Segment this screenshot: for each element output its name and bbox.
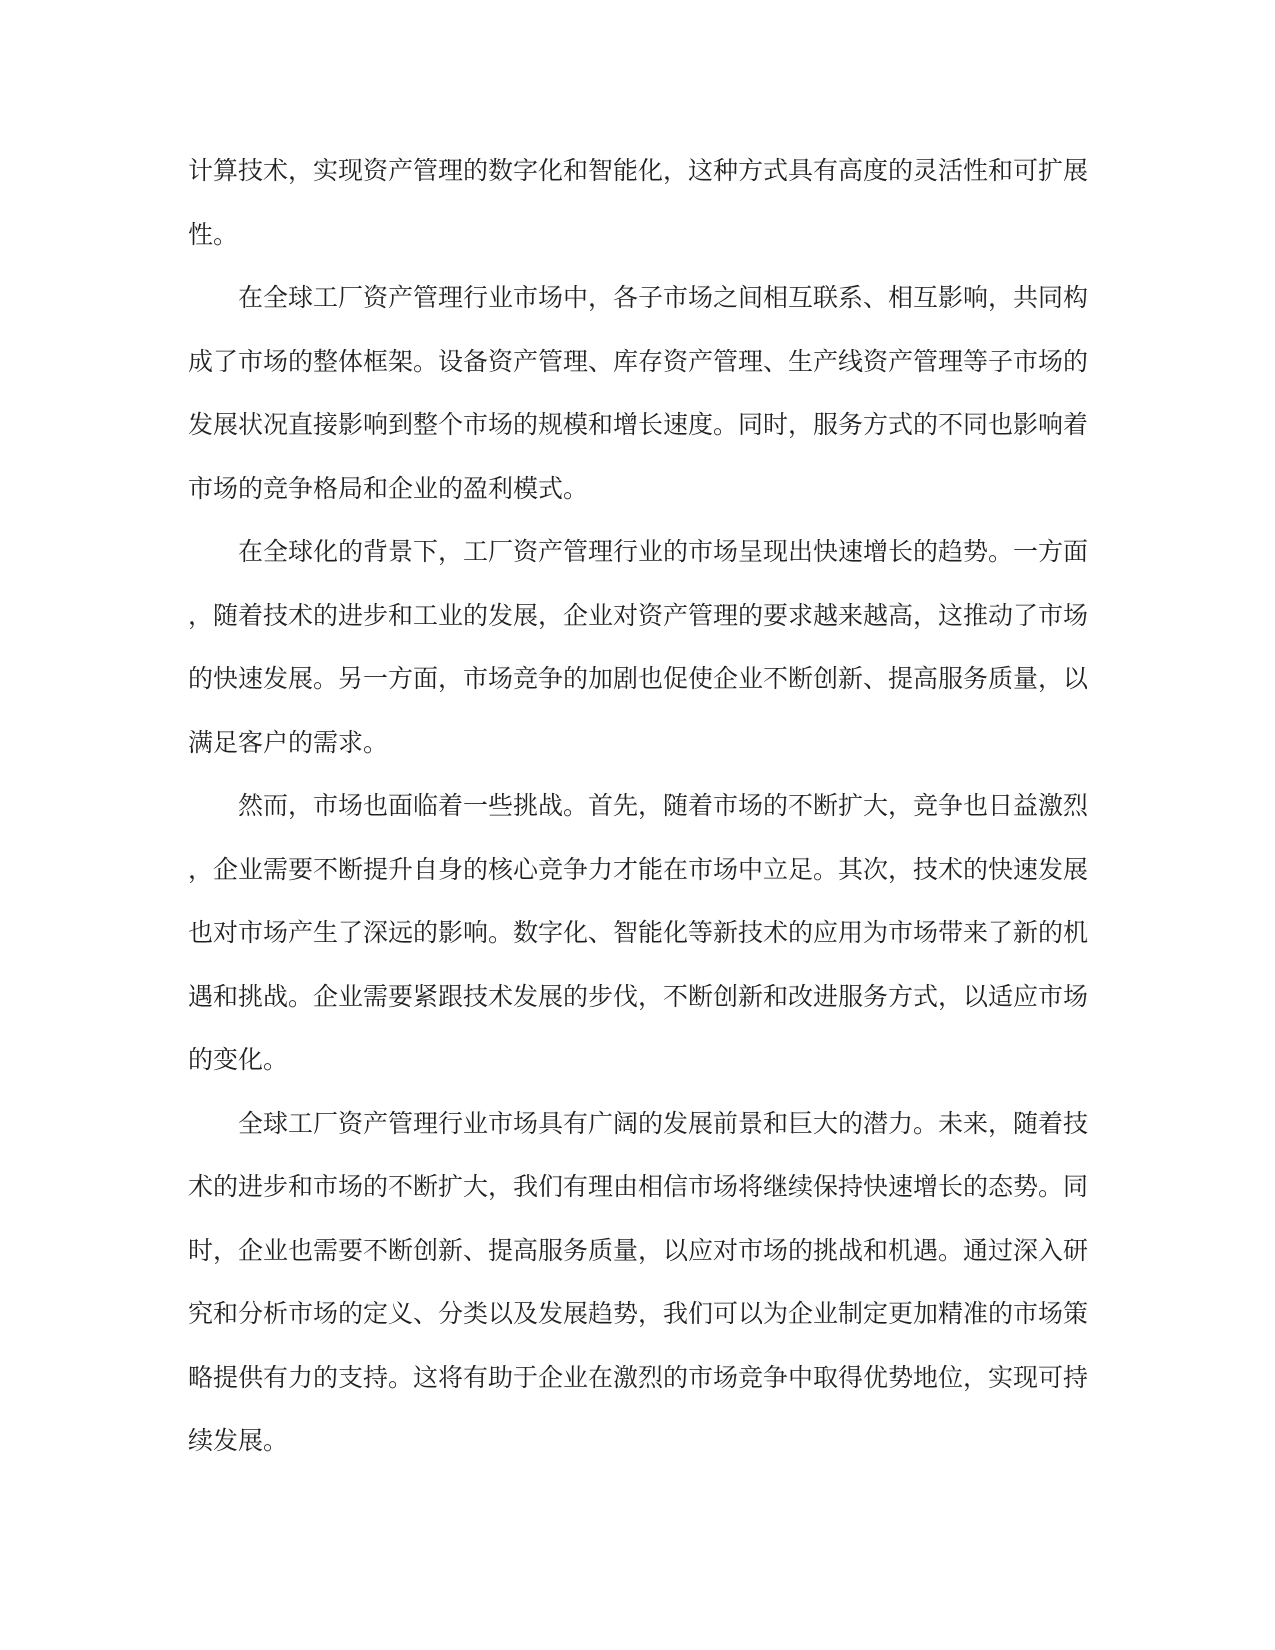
text-line: 性。 <box>188 220 239 249</box>
text-line: 遇和挑战。企业需要紧跟技术发展的步伐，不断创新和改进服务方式，以适应市场 <box>188 982 1089 1011</box>
document-body <box>188 140 1088 1474</box>
text-line: 在全球工厂资产管理行业市场中，各子市场之间相互联系、相互影响，共同构 <box>238 284 1089 312</box>
text-line: 在全球化的背景下，工厂资产管理行业的市场呈现出快速增长的趋势。一方面 <box>238 538 1089 566</box>
text-line: 计算技术，实现资产管理的数字化和智能化，这种方式具有高度的灵活性和可扩展 <box>188 157 1089 185</box>
text-line: 发展状况直接影响到整个市场的规模和增长速度。同时，服务方式的不同也影响着 <box>188 411 1089 439</box>
text-line: 时，企业也需要不断创新、提高服务质量，以应对市场的挑战和机遇。通过深入研 <box>188 1236 1089 1265</box>
text-line: 成了市场的整体框架。设备资产管理、库存资产管理、生产线资产管理等子市场的 <box>188 347 1089 376</box>
text-line: 满足客户的需求。 <box>188 728 389 757</box>
text-line: 续发展。 <box>188 1427 289 1455</box>
text-line: 市场的竞争格局和企业的盈利模式。 <box>188 474 589 503</box>
text-line: ，企业需要不断提升自身的核心竞争力才能在市场中立足。其次，技术的快速发展 <box>188 855 1089 884</box>
text-line: 的快速发展。另一方面，市场竞争的加剧也促使企业不断创新、提高服务质量，以 <box>188 665 1089 693</box>
text-line: 全球工厂资产管理行业市场具有广阔的发展前景和巨大的潜力。未来，随着技 <box>238 1109 1089 1138</box>
text-line: 究和分析市场的定义、分类以及发展趋势，我们可以为企业制定更加精准的市场策 <box>188 1300 1089 1328</box>
text-line: 也对市场产生了深远的影响。数字化、智能化等新技术的应用为市场带来了新的机 <box>188 919 1089 947</box>
text-line: 略提供有力的支持。这将有助于企业在激烈的市场竞争中取得优势地位，实现可持 <box>188 1363 1089 1392</box>
text-line: 的变化。 <box>188 1046 289 1074</box>
text-line: 然而，市场也面临着一些挑战。首先，随着市场的不断扩大，竞争也日益激烈 <box>238 792 1089 820</box>
text-line: 术的进步和市场的不断扩大，我们有理由相信市场将继续保持快速增长的态势。同 <box>188 1173 1089 1201</box>
text-line: ，随着技术的进步和工业的发展，企业对资产管理的要求越来越高，这推动了市场 <box>188 601 1089 630</box>
